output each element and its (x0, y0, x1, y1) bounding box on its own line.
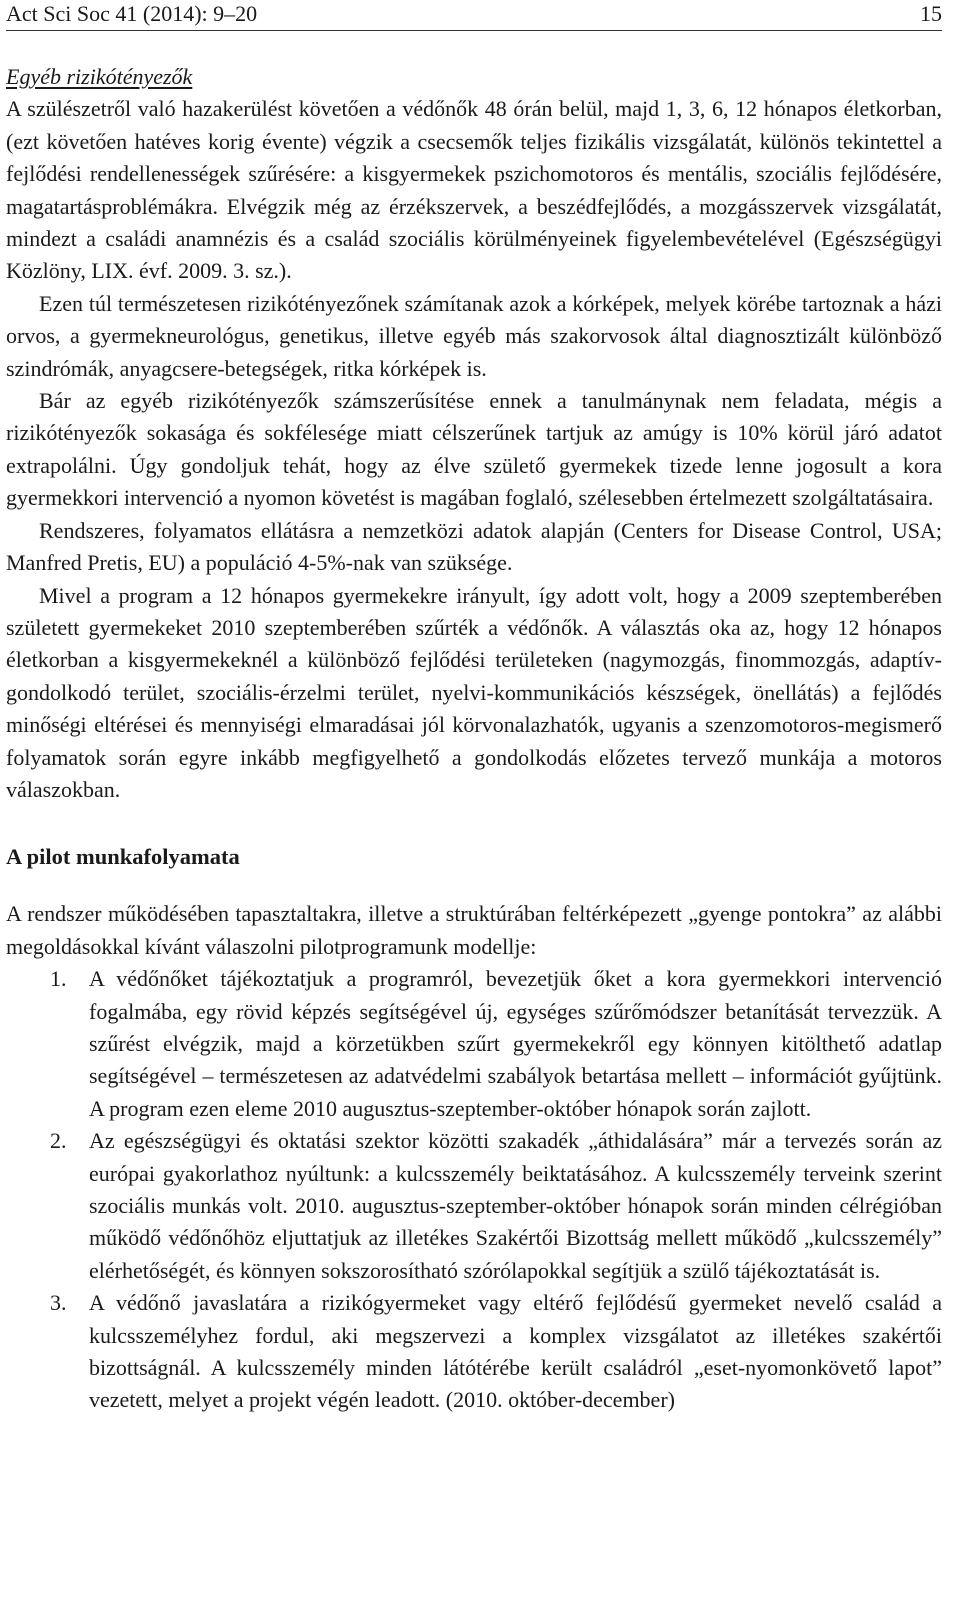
paragraph: A szülészetről való hazakerülést követően a védőnők 48 órán belül, majd 1, 3, 6, 12 hónapos életkorban, (ezt követően hatéves korig évente) végzik a csecsemők teljes fizikális vizsgálatát, különös tekintettel a fejlődési rendellenességek szűrésére: a kisgyermekek pszichomotoros és mentális, szociális fejlődésére, magatartásproblémákra. Elvégzik még az érzékszervek, a beszédfejlődés, a mozgásszervek vizsgálatát, mindezt a családi anamnézis és a család szociális körülményeinek figyelembevételével (Egészségügyi Közlöny, LIX. évf. 2009. 3. sz.). (6, 96, 942, 284)
paragraph: Bár az egyéb rizikótényezők számszerűsítése ennek a tanulmánynak nem feladata, mégis a rizikótényezők sokasága és sokfélesége miatt célszerűnek tartjuk az amúgy is 10% körül járó adatot extrapolálni. Úgy gondoljuk tehát, hogy az élve születő gyermekek tizede lenne jogosult a kora gyermekkori intervenció a nyomon követést is magában foglaló, szélesebben értelmezett szolgáltatásaira. (6, 388, 942, 511)
list-item (6, 1125, 942, 1287)
paragraph-intro: A rendszer működésében tapasztaltakra, illetve a struktúrában feltérképezett „gyenge pontokra” az alábbi megoldásokkal kívánt válaszolni pilotprogramunk modellje: (6, 901, 942, 959)
list-item (6, 963, 942, 1125)
list-item-text: Az egészségügyi és oktatási szektor közötti szakadék „áthidalására” már a tervezés során az európai gyakorlathoz nyúltunk: a kulcsszemély beiktatásához. A kulcsszemély terveink szerint szociális munkás volt. 2010. augusztus-szeptember-október hónapok során minden célrégióban működő védőnőhöz eljuttatjuk az illetékes Szakértői Bizottság mellett működő „kulcsszemély” elérhetőségét, és könnyen sokszorosítható szórólapokkal segítjük a szülő tájékoztatását is. (89, 1128, 942, 1283)
document-page (6, 0, 942, 1413)
header-rule (6, 30, 942, 31)
numbered-list (6, 963, 942, 1417)
paragraph: Ezen túl természetesen rizikótényezőnek számítanak azok a kórképek, melyek körébe tartoznak a házi orvos, a gyermekneurológus, genetikus, illetve egyéb más szakorvosok által diagnosztizált különböző szindrómák, anyagcsere-betegségek, ritka kórképek is. (6, 290, 942, 381)
list-number: 2. (50, 1128, 67, 1154)
list-number: 3. (50, 1290, 67, 1316)
section-heading: A pilot munkafolyamata (6, 844, 240, 870)
page-number: 15 (920, 1, 942, 26)
paragraph: Rendszeres, folyamatos ellátásra a nemzetközi adatok alapján (Centers for Disease Control, USA; Manfred Pretis, EU) a populáció 4-5%-nak van szüksége. (6, 517, 942, 576)
list-item-text: A védőnőket tájékoztatjuk a programról, bevezetjük őket a kora gyermekkori intervenció fogalmába, egy rövid képzés segítségével új, egységes szűrőmódszer betanítását tervezzük. A szűrést elvégzik, majd a körzetükben szűrt gyermekekről egy könnyen kitölthető adatlap segítségével – természetesen az adatvédelmi szabályok betartása mellett – információt gyűjtünk. A program ezen eleme 2010 augusztus-szeptember-október hónapok során zajlott. (89, 966, 942, 1121)
article-body (6, 61, 942, 1417)
paragraph: Mivel a program a 12 hónapos gyermekekre irányult, így adott volt, hogy a 2009 szeptemberében született gyermekeket 2010 szeptemberében szűrték a védőnők. A választás oka az, hogy 12 hónapos életkorban a kisgyermekeknél a különböző fejlődési területeken (nagymozgás, finommozgás, adaptív-gondolkodó terület, szociális-érzelmi terület, nyelvi-kommunikációs készségek, önellátás) a fejlődés minőségi eltérései és mennyiségi elmaradásai jól körvonalazhatók, ugyanis a szenzomotoros-megismerő folyamatok során egyre inkább megfigyelhető a gondolkodás előzetes tervező munkája a motoros válaszokban. (6, 582, 942, 802)
list-item (6, 1287, 942, 1417)
journal-citation: Act Sci Soc 41 (2014): 9–20 (6, 1, 258, 26)
running-header (6, 0, 942, 30)
list-number: 1. (50, 966, 67, 992)
subheading-other-risk-factors: Egyéb rizikótényezők (6, 64, 193, 89)
list-item-text: A védőnő javaslatára a rizikógyermeket vagy eltérő fejlődésű gyermeket nevelő család a kulcsszemélyhez fordul, aki megszervezi a komplex vizsgálatot az illetékes szakértői bizottságnál. A kulcsszemély minden látótérébe került családról „eset-nyomonkövető lapot” vezetett, melyet a projekt végén leadott. (2010. október-december) (89, 1290, 942, 1413)
